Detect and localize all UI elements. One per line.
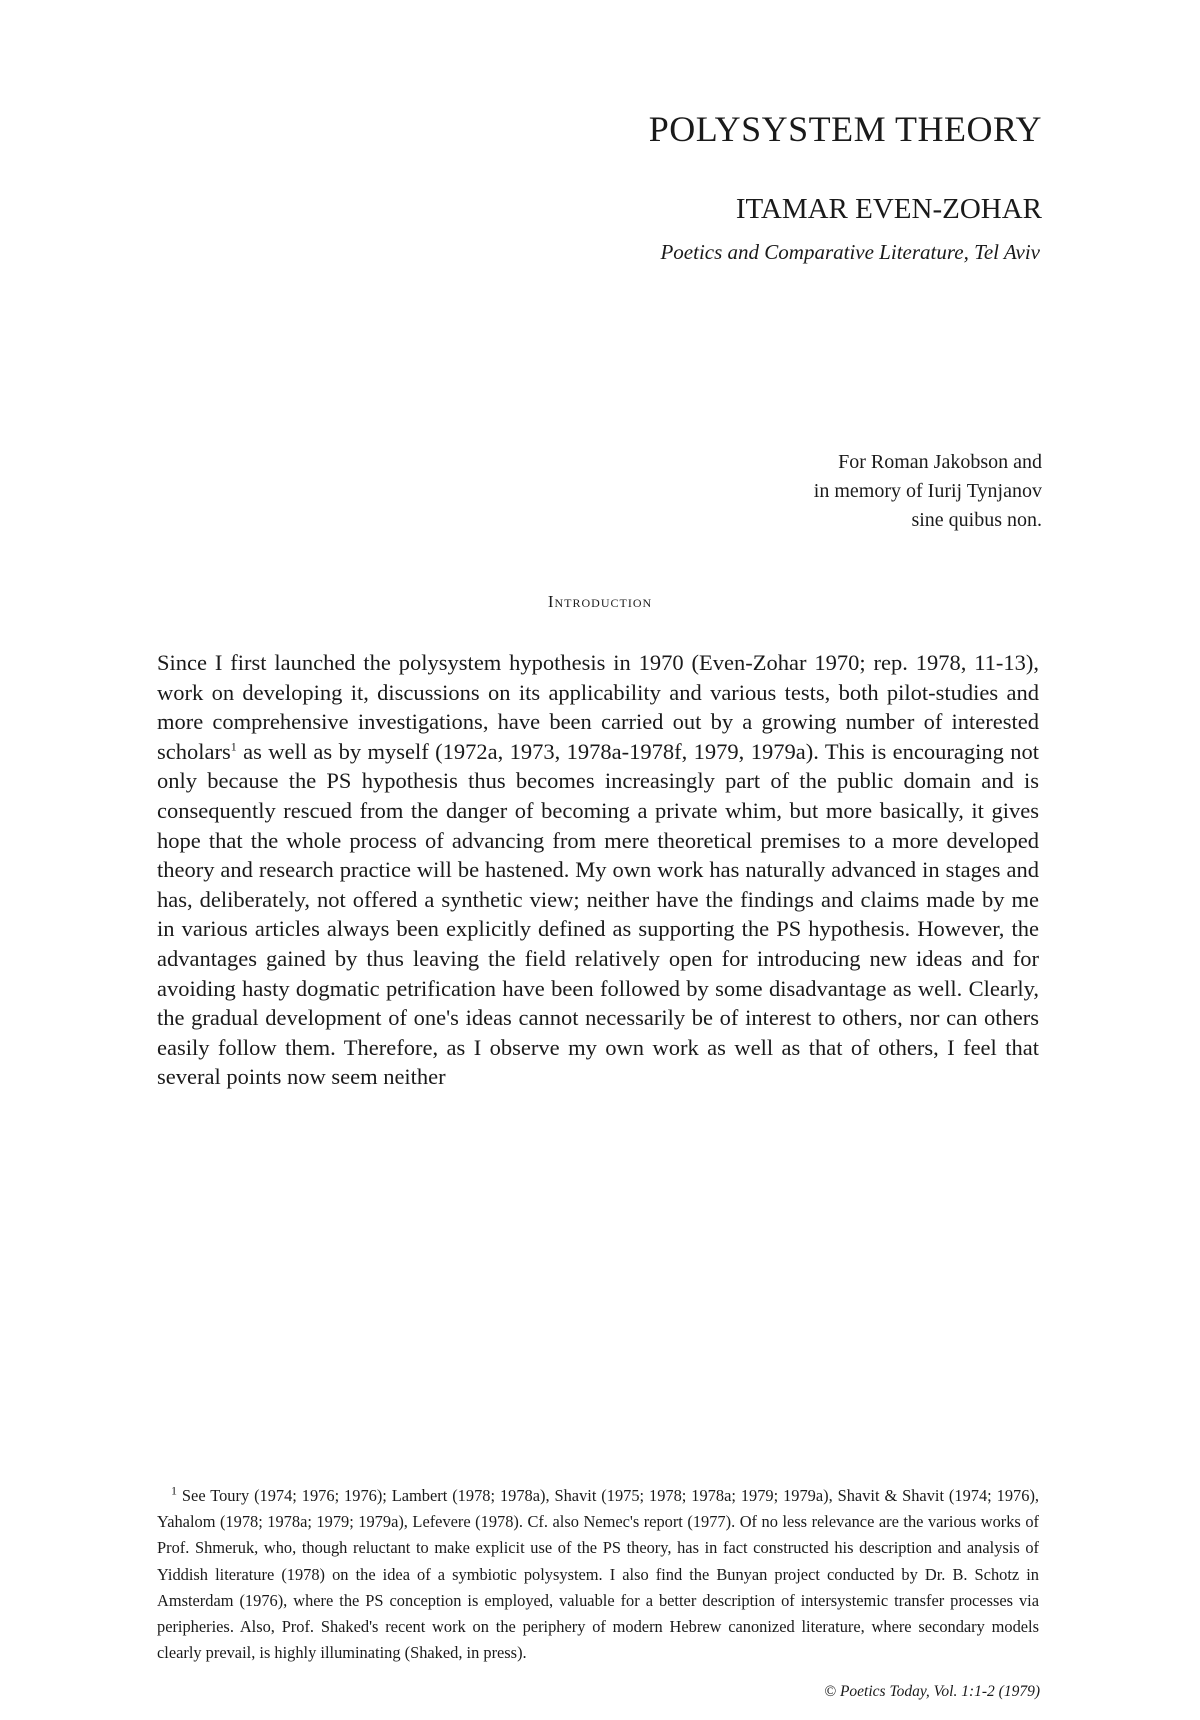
- body-paragraph: [157, 648, 1039, 1092]
- footnote-text: See Toury (1974; 1976; 1976); Lambert (1978; 1978a), Shavit (1975; 1978; 1978a; 1979; 1979a), Shavit & Shavit (1974; 1976), Yahalom (1978; 1978a; 1979; 1979a), Lefevere (1978). Cf. also Nemec's report (1977). Of no less relevance are the various works of Prof. Shmeruk, who, though reluctant to make explicit use of the PS theory, has in fact constructed his description and analysis of Yiddish literature (1978) on the idea of a symbiotic polysystem. I also find the Bunyan project conducted by Dr. B. Schotz in Amsterdam (1976), where the PS conception is employed, valuable for a better description of intersystemic transfer processes via peripheries. Also, Prof. Shaked's recent work on the periphery of modern Hebrew canonized literature, where secondary models clearly prevail, is highly illuminating (Shaked, in press).: [157, 1486, 1039, 1663]
- body-text-part: as well as by myself (1972a, 1973, 1978a-1978f, 1979, 1979a). This is encouraging not only because the PS hypothesis thus becomes increasingly part of the public domain and is consequently rescued from the danger of becoming a private whim, but more basically, it gives hope that the whole process of advancing from mere theoretical premises to a more developed theory and research practice will be hastened. My own work has naturally advanced in stages and has, deliberately, not offered a synthetic view; neither have the findings and claims made by me in various articles always been explicitly defined as supporting the PS hypothesis. However, the advantages gained by thus leaving the field relatively open for introducing new ideas and for avoiding hasty dogmatic petrification have been followed by some disadvantage as well. Clearly, the gradual development of one's ideas cannot necessarily be of interest to others, nor can others easily follow them. Therefore, as I observe my own work as well as that of others, I feel that several points now seem neither: [157, 738, 1039, 1090]
- footnote-marker: 1: [171, 1483, 177, 1498]
- journal-citation: © Poetics Today, Vol. 1:1-2 (1979): [824, 1683, 1040, 1700]
- section-heading: Introduction: [547, 592, 653, 611]
- body-text-part: Since I first launched the polysystem hypothesis in 1970 (Even-Zohar 1970; rep. 1978, 11-13), work on developing it, discussions on its applicability and various tests, both pilot-studies and more comprehensive investigations, have been carried out by a growing number of interested scholars: [157, 650, 1039, 764]
- dedication-line: sine quibus non.: [911, 509, 1042, 531]
- author-name: ITAMAR EVEN-ZOHAR: [735, 193, 1042, 225]
- dedication-line: in memory of Iurij Tynjanov: [813, 480, 1042, 502]
- author-affiliation: Poetics and Comparative Literature, Tel Aviv: [660, 240, 1040, 264]
- dedication-line: For Roman Jakobson and: [838, 451, 1042, 473]
- dedication: [814, 448, 1042, 535]
- footnote-reference: 1: [230, 739, 237, 754]
- article-title: POLYSYSTEM THEORY: [648, 109, 1042, 149]
- footnote: [157, 1483, 1039, 1666]
